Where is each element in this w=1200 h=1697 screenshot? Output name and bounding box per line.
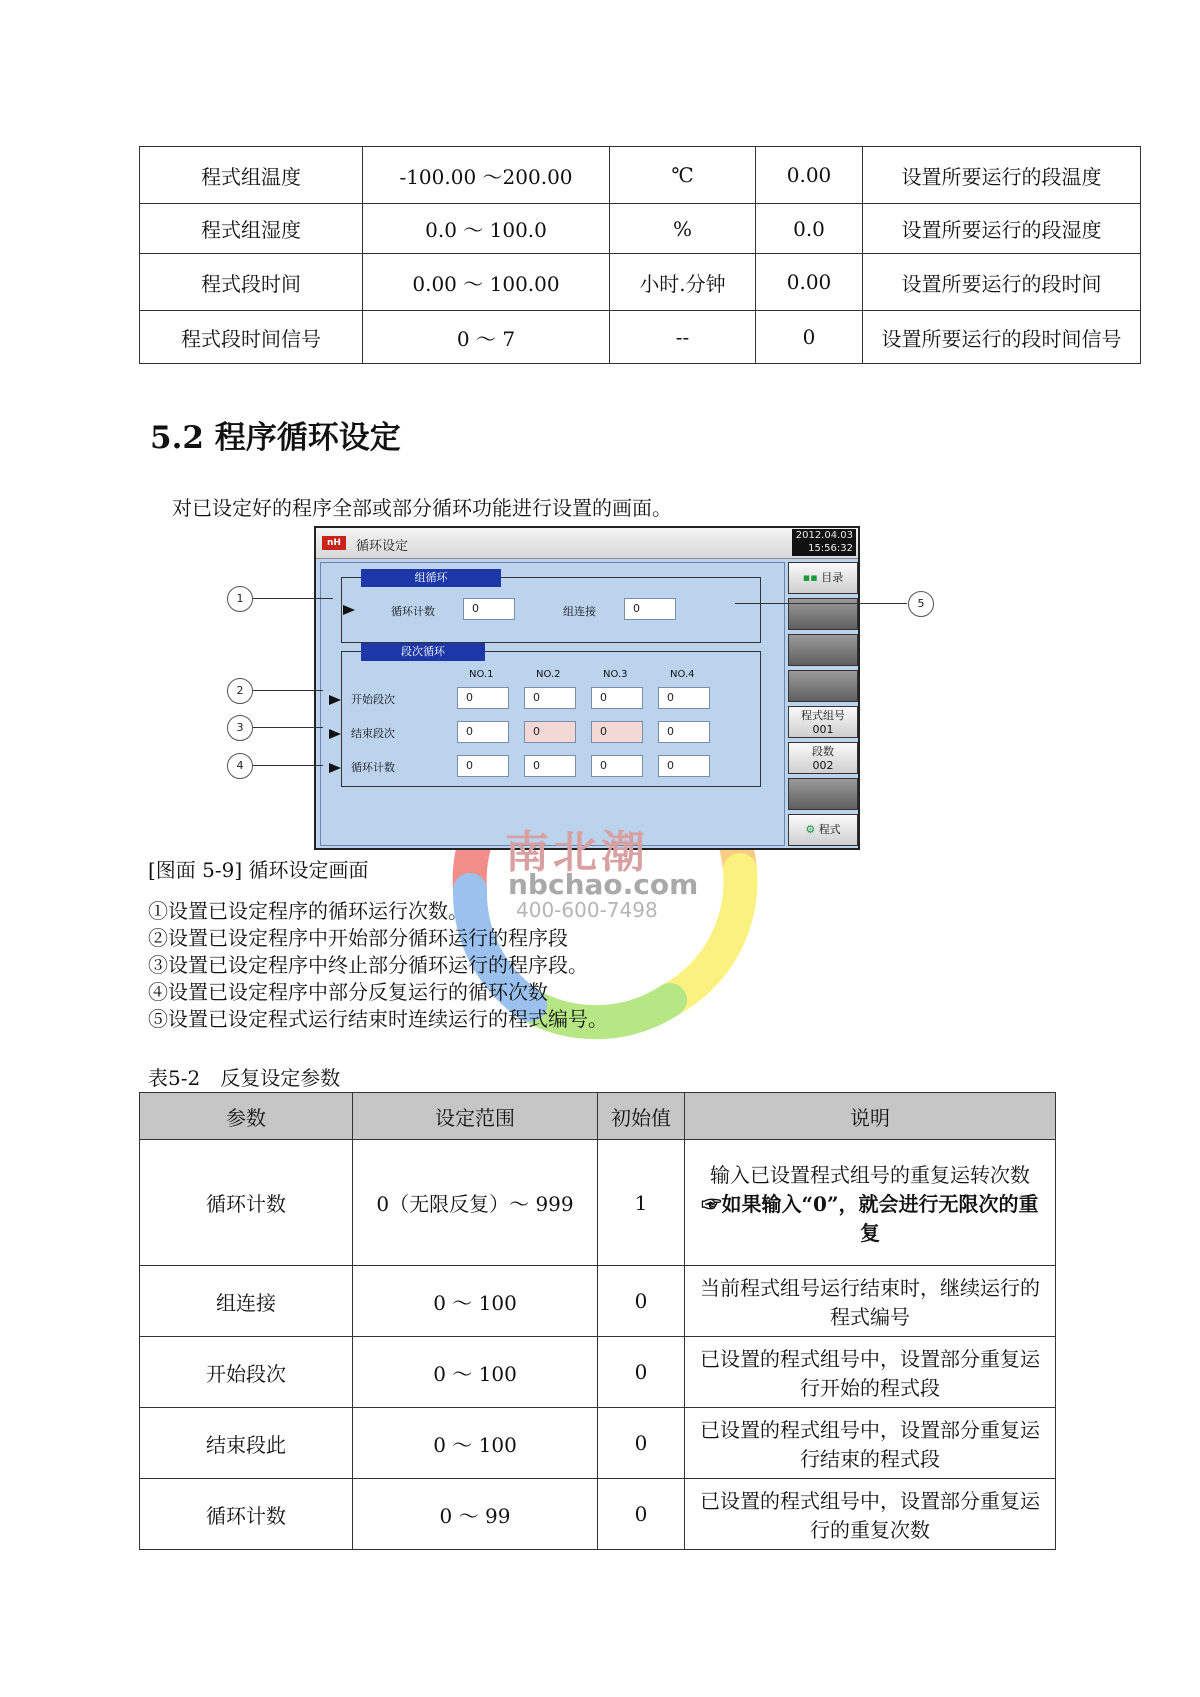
table-row [140,1337,1056,1408]
table-row [140,1266,1056,1337]
brand-logo: nH [322,536,346,550]
blank-side-button[interactable] [788,670,858,702]
blank-side-button[interactable] [788,778,858,810]
blank-side-button[interactable] [788,634,858,666]
table-cell: 程式段时间 [140,254,363,311]
end-segment-label: 结束段次 [351,727,395,740]
callout-3: 3 [227,715,253,741]
callout-leader [253,765,323,766]
end-segment-input-4[interactable]: 0 [658,721,710,743]
column-header: NO.1 [469,669,494,680]
start-segment-input-2[interactable]: 0 [524,687,576,709]
table-cell: 设置所要运行的段温度 [863,147,1141,204]
gear-icon: ⚙ [805,823,816,836]
top-parameter-table [139,146,1141,364]
table-cell: 小时.分钟 [610,254,756,311]
column-header: 说明 [685,1093,1056,1140]
table-cell: 0 ～ 100 [353,1408,598,1479]
callout-leader [253,727,323,728]
table-cell: 0 [598,1479,685,1550]
grid-icon: ▪▪ [802,571,818,584]
figure-caption: [图面 5-9] 循环设定画面 [148,858,369,882]
table-cell: 0.00 [756,147,863,204]
table-cell: 设置所要运行的段时间 [863,254,1141,311]
table-cell: 0（无限反复）～ 999 [353,1140,598,1266]
table-cell: 0.0 [756,204,863,254]
table-cell: 0 ～ 100 [353,1266,598,1337]
arrow-right-icon [329,729,341,739]
table-row [140,204,1141,254]
table-cell: 程式段时间信号 [140,311,363,364]
segment-count-button[interactable] [788,742,858,774]
table-cell: 循环计数 [140,1140,353,1266]
table-cell: 设置所要运行的段时间信号 [863,311,1141,364]
table-cell: -100.00 ～200.00 [363,147,610,204]
table-cell: 0.00 ～ 100.00 [363,254,610,311]
start-segment-label: 开始段次 [351,693,395,706]
table-cell: 1 [598,1140,685,1266]
table-row [140,1479,1056,1550]
segment-loop-label: 段次循环 [361,643,485,661]
group-number-label: 程式组号 [801,709,845,722]
table-cell: 0 ～ 99 [353,1479,598,1550]
watermark-chinese: 南北潮 [505,827,649,878]
arrow-right-icon [329,695,341,705]
end-segment-input-1[interactable]: 0 [457,721,509,743]
table-row [140,1408,1056,1479]
section-title: 5.2 程序循环设定 [150,420,401,456]
group-number-value: 001 [812,723,834,736]
table-cell: 结束段此 [140,1408,353,1479]
start-segment-input-4[interactable]: 0 [658,687,710,709]
screen-clock [792,529,856,556]
group-link-input[interactable]: 0 [624,598,676,620]
end-segment-input-3[interactable]: 0 [591,721,643,743]
table-cell: 程式组温度 [140,147,363,204]
start-segment-input-3[interactable]: 0 [591,687,643,709]
table-cell: 设置所要运行的段湿度 [863,204,1141,254]
end-segment-input-2[interactable]: 0 [524,721,576,743]
note-item: ①设置已设定程序的循环运行次数。 [148,899,468,923]
note-item: ⑤设置已设定程式运行结束时连续运行的程式编号。 [148,1007,608,1031]
cycle-setting-screenshot [314,526,860,850]
repeat-parameter-table [139,1092,1056,1550]
callout-leader [253,598,333,599]
callout-leader [253,690,323,691]
table-cell: ℃ [610,147,756,204]
note-item: ③设置已设定程序中终止部分循环运行的程序段。 [148,953,588,977]
loop-count-input[interactable]: 0 [463,598,515,620]
note-item: ④设置已设定程序中部分反复运行的循环次数 [148,980,548,1004]
table-cell: 已设置的程式组号中，设置部分重复运行开始的程式段 [685,1337,1056,1408]
program-button[interactable] [788,814,858,846]
screen-titlebar [316,528,858,559]
loop-count-label: 循环计数 [391,605,435,618]
group-link-label: 组连接 [563,605,596,618]
arrow-right-icon [343,605,355,615]
intro-paragraph: 对已设定好的程序全部或部分循环功能进行设置的画面。 [172,496,672,520]
table-header-row [140,1093,1056,1140]
callout-2: 2 [227,678,253,704]
arrow-right-icon [329,763,341,773]
table-cell: 0 [598,1266,685,1337]
program-button-label: 程式 [818,823,841,836]
table-cell: 0 [598,1337,685,1408]
table-cell: 组连接 [140,1266,353,1337]
screen-title: 循环设定 [356,539,409,554]
table-row [140,1140,1056,1266]
note-item: ②设置已设定程序中开始部分循环运行的程序段 [148,926,568,950]
table-cell: 0.0 ～ 100.0 [363,204,610,254]
table-cell: 0 [598,1408,685,1479]
table-cell: % [610,204,756,254]
table-cell: 程式组湿度 [140,204,363,254]
group-loop-label: 组循环 [361,569,501,587]
segment-loop-count-label: 循环计数 [351,761,395,774]
table-cell: 当前程式组号运行结束时，继续运行的程式编号 [685,1266,1056,1337]
table-cell: 已设置的程式组号中，设置部分重复运行结束的程式段 [685,1408,1056,1479]
table-row [140,311,1141,364]
start-segment-input-1[interactable]: 0 [457,687,509,709]
table-cell [685,1140,1056,1266]
table-cell: 0 ～ 100 [353,1337,598,1408]
table-cell: 已设置的程式组号中，设置部分重复运行的重复次数 [685,1479,1056,1550]
column-header: NO.2 [536,669,561,680]
table-caption: 表5-2 反复设定参数 [148,1066,341,1090]
description-warning: ☞如果输入“0”，就会进行无限次的重复 [701,1192,1039,1245]
table-cell: 开始段次 [140,1337,353,1408]
screen-side-menu [788,562,858,850]
segment-loop-count-input-2[interactable]: 0 [524,755,576,777]
column-header: NO.4 [670,669,695,680]
watermark-phone: 400-600-7498 [516,898,658,922]
table-row [140,254,1141,311]
callout-leader [735,603,907,604]
table-cell: 循环计数 [140,1479,353,1550]
segment-loop-count-input-4[interactable]: 0 [658,755,710,777]
table-cell: -- [610,311,756,364]
column-header: 参数 [140,1093,353,1140]
table-cell: 0 ～ 7 [363,311,610,364]
table-cell: 0 [756,311,863,364]
callout-5: 5 [908,591,934,617]
clock-time: 15:56:32 [808,543,853,554]
group-number-button[interactable] [788,706,858,738]
description-text: 输入已设置程式组号的重复运转次数 [710,1163,1030,1187]
segment-count-label: 段数 [812,745,834,758]
table-cell: 0.00 [756,254,863,311]
watermark-domain: nbchao.com [508,868,699,901]
column-header: 设定范围 [353,1093,598,1140]
menu-button[interactable] [788,562,858,594]
screen-main-panel [320,562,785,846]
callout-1: 1 [227,586,253,612]
column-header: NO.3 [603,669,628,680]
segment-loop-count-input-3[interactable]: 0 [591,755,643,777]
column-header: 初始值 [598,1093,685,1140]
menu-button-label: 目录 [821,571,844,584]
callout-4: 4 [227,753,253,779]
segment-count-value: 002 [812,759,834,772]
segment-loop-count-input-1[interactable]: 0 [457,755,509,777]
table-row [140,147,1141,204]
clock-date: 2012.04.03 [795,530,853,541]
